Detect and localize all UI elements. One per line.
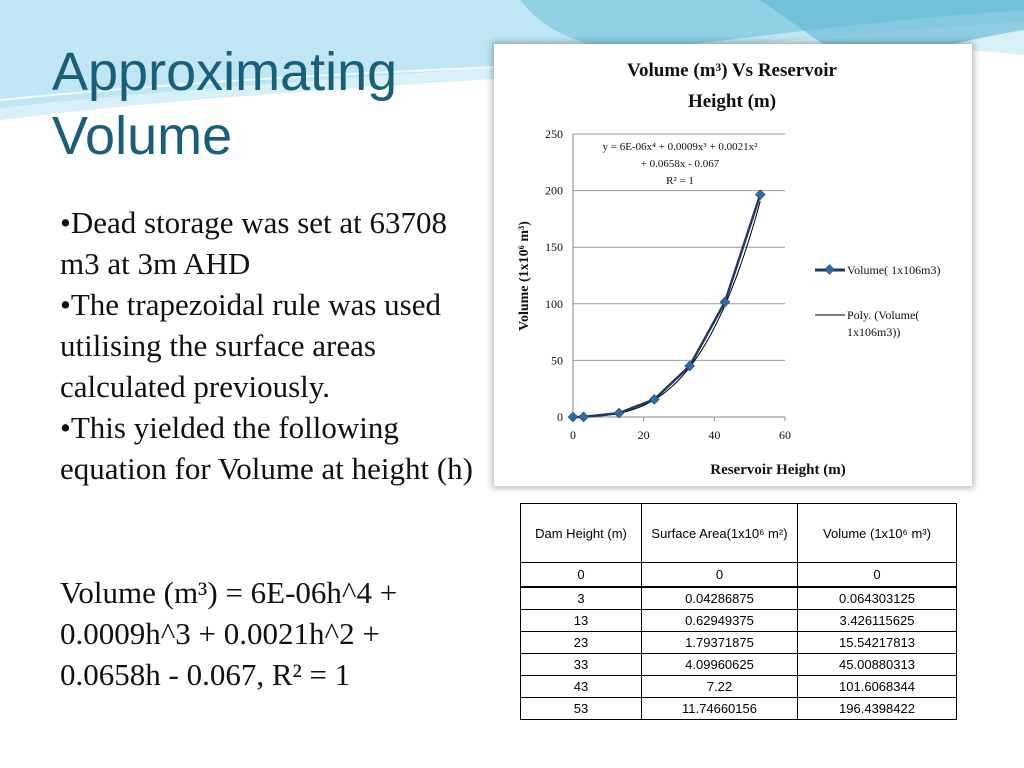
y-tick-label: 200: [545, 183, 563, 198]
table-cell: 13: [521, 610, 642, 632]
table-cell: 43: [521, 676, 642, 698]
table-cell: 3.426115625: [798, 610, 957, 632]
trendline-curve: [573, 201, 760, 417]
data-point: [568, 412, 578, 422]
y-tick-label: 100: [545, 296, 563, 311]
table-cell: 45.00880313: [798, 654, 957, 676]
data-point: [720, 297, 730, 307]
y-tick-label: 250: [545, 127, 563, 141]
y-tick-label: 0: [557, 410, 563, 424]
data-point: [579, 412, 589, 422]
table-cell: 0: [642, 563, 798, 588]
trendline-eq-line-3: R² = 1: [666, 175, 694, 187]
table-row: [521, 654, 957, 676]
table-row: [521, 587, 957, 610]
x-tick-label: 20: [637, 428, 650, 442]
volume-equation: Volume (m³) = 6E-06h^4 + 0.0009h^3 + 0.0021h^2 + 0.0658h - 0.067, R² = 1: [60, 575, 398, 692]
data-point: [755, 190, 765, 200]
table-row: [521, 676, 957, 698]
table-header-volume: Volume (1x10⁶ m³): [798, 504, 957, 563]
table-cell: 0.62949375: [642, 610, 798, 632]
chart-title-line-2: Height (m): [687, 91, 777, 112]
table-row: [521, 632, 957, 654]
table-header-surface-area: Surface Area(1x10⁶ m²): [642, 504, 798, 563]
volume-table: [520, 503, 957, 720]
table-cell: 3: [521, 587, 642, 610]
table-row: [521, 563, 957, 588]
x-axis-label: Reservoir Height (m): [710, 462, 846, 478]
chart-title-line-1: Volume (m³) Vs Reservoir: [627, 60, 837, 81]
x-tick-label: 40: [708, 428, 721, 442]
x-tick-label: 0: [570, 428, 576, 442]
bullet-item: •The trapezoidal rule was used utilising the surface areas calculated previously.: [60, 287, 441, 404]
table-cell: 11.74660156: [642, 698, 798, 720]
legend-trendline-label-2: 1x106m3)): [847, 325, 901, 339]
table-cell: 101.6068344: [798, 676, 957, 698]
table-cell: 33: [521, 654, 642, 676]
y-axis-label: Volume (1x10⁶ m³): [517, 221, 532, 331]
table-header-dam-height: Dam Height (m): [521, 504, 642, 563]
x-tick-label: 60: [779, 428, 791, 442]
table-cell: 0.04286875: [642, 587, 798, 610]
y-tick-label: 50: [551, 353, 563, 368]
table-row: [521, 610, 957, 632]
trendline-eq-line-2: + 0.0658x - 0.067: [640, 158, 720, 170]
chart-card: [494, 44, 972, 486]
y-tick-label: 150: [545, 240, 563, 255]
slide-title: Approximating Volume: [52, 42, 398, 166]
table-cell: 7.22: [642, 676, 798, 698]
legend-trendline-label-1: Poly. (Volume(: [847, 308, 920, 322]
series-line: [573, 195, 760, 417]
table-header-row: [521, 504, 957, 563]
bullet-item: •Dead storage was set at 63708 m3 at 3m AHD: [60, 205, 448, 281]
table-cell: 0.064303125: [798, 587, 957, 610]
table-cell: 0: [521, 563, 642, 588]
table-cell: 23: [521, 632, 642, 654]
table-cell: 53: [521, 698, 642, 720]
table-row: [521, 698, 957, 720]
trendline-eq-line-1: y = 6E-06x⁴ + 0.0009x³ + 0.0021x²: [602, 141, 758, 153]
legend-series-label: Volume( 1x106m3): [847, 263, 941, 277]
bullet-item: •This yielded the following equation for Volume at height (h): [60, 410, 473, 486]
table-cell: 196.4398422: [798, 698, 957, 720]
bullet-list: [60, 202, 480, 489]
table-cell: 15.54217813: [798, 632, 957, 654]
table-cell: 4.09960625: [642, 654, 798, 676]
table-cell: 1.79371875: [642, 632, 798, 654]
legend-series-marker: [825, 265, 835, 275]
table-cell: 0: [798, 563, 957, 588]
volume-chart: [494, 44, 972, 486]
